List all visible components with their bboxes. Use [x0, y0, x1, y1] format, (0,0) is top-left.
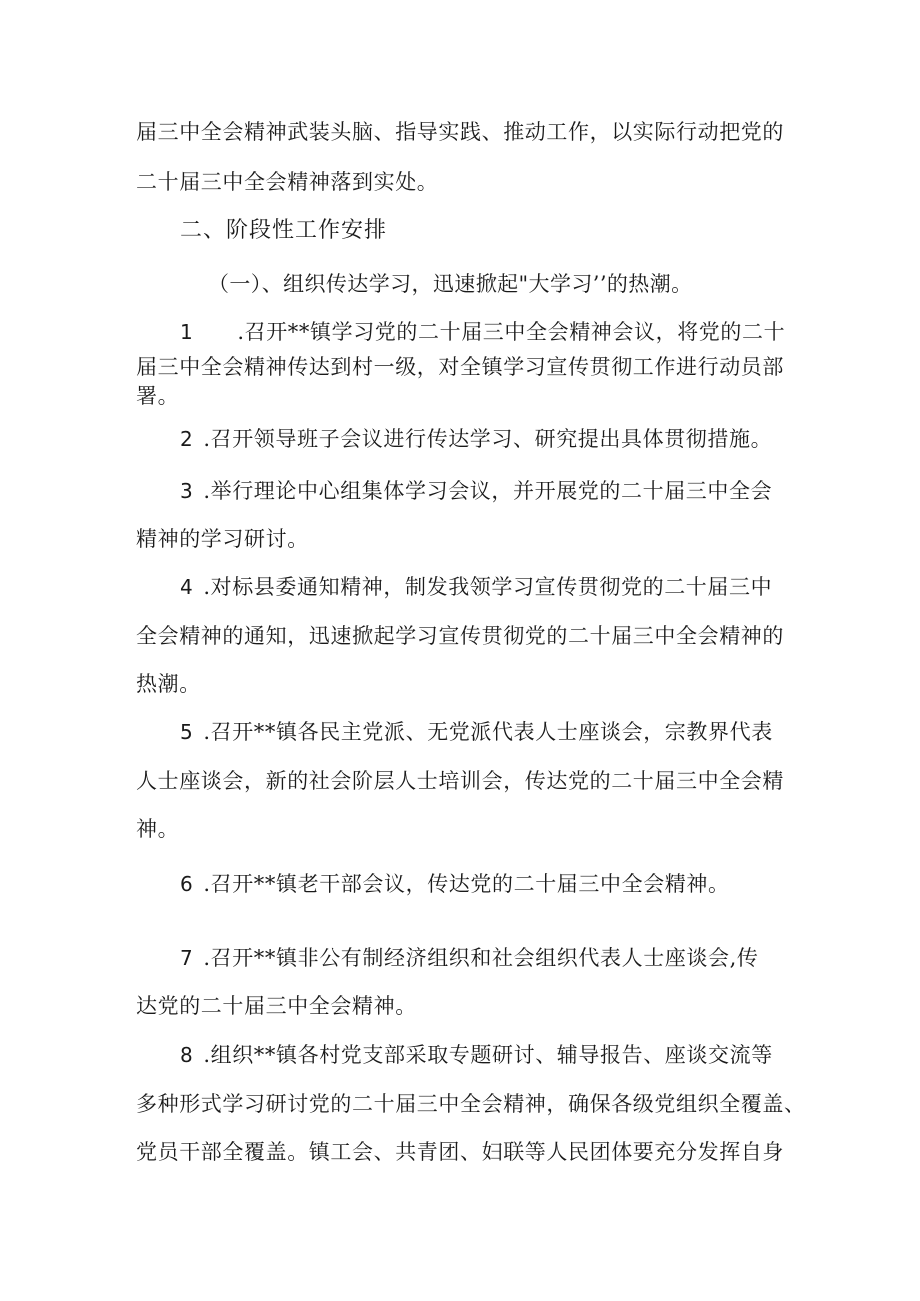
item-4-line-1 — [180, 573, 772, 601]
item-4-number: 4 — [180, 575, 194, 599]
item-5-line-1 — [180, 718, 773, 746]
item-2-line-1 — [180, 425, 772, 453]
item-5-line-3: 神。 — [136, 817, 180, 841]
item-5-text: .召开**镇各民主党派、无党派代表人士座谈会，宗教界代表 — [203, 720, 773, 744]
item-3-number: 3 — [180, 479, 194, 503]
item-1-line-3: 署。 — [136, 384, 180, 408]
item-7-line-2: 达党的二十届三中全会精神。 — [136, 994, 417, 1018]
item-2-text: .召开领导班子会议进行传达学习、研究提出具体贯彻措施。 — [203, 427, 773, 451]
item-7-number: 7 — [180, 946, 194, 970]
item-1-number: 1 — [180, 320, 194, 344]
item-2-number: 2 — [180, 427, 194, 451]
item-8-text: .组织**镇各村党支部采取专题研讨、辅导报告、座谈交流等 — [203, 1043, 773, 1067]
item-8-line-3: 党员干部全覆盖。镇工会、共青团、妇联等人民团体要充分发挥自身 — [136, 1140, 784, 1164]
item-7-line-1 — [180, 944, 758, 972]
item-5-number: 5 — [180, 720, 194, 744]
item-6-text: .召开**镇老干部会议，传达党的二十届三中全会精神。 — [203, 872, 730, 896]
intro-line-1: 届三中全会精神武装头脑、指导实践、推动工作，以实际行动把党的 — [136, 120, 784, 144]
item-5-line-2: 人士座谈会，新的社会阶层人士培训会，传达党的二十届三中全会精 — [136, 769, 784, 793]
item-1-line-2: 届三中全会精神传达到村一级，对全镇学习宣传贯彻工作进行动员部 — [136, 355, 784, 379]
item-4-line-3: 热潮。 — [136, 672, 201, 696]
item-7-text: .召开**镇非公有制经济组织和社会组织代表人士座谈会,传 — [203, 946, 759, 970]
item-6-line-1 — [180, 870, 730, 898]
subsection-heading: （一）、组织传达学习，迅速掀起"大学习’’的热潮。 — [208, 272, 693, 296]
item-3-text: .举行理论中心组集体学习会议，并开展党的二十届三中全会 — [203, 479, 773, 503]
intro-line-2: 二十届三中全会精神落到实处。 — [136, 170, 439, 194]
item-4-text: .对标县委通知精神，制发我领学习宣传贯彻党的二十届三中 — [203, 575, 773, 599]
section-heading: 二、阶段性工作安排 — [180, 218, 388, 243]
item-6-number: 6 — [180, 872, 194, 896]
item-1-text: .召开**镇学习党的二十届三中全会精神会议，将党的二十 — [237, 320, 786, 344]
item-1-line-1 — [180, 318, 785, 346]
item-8-line-1 — [180, 1041, 773, 1069]
item-4-line-2: 全会精神的通知，迅速掀起学习宣传贯彻党的二十届三中全会精神的 — [136, 624, 784, 648]
item-3-line-1 — [180, 477, 772, 505]
item-3-line-2: 精神的学习研讨。 — [136, 527, 309, 551]
item-8-number: 8 — [180, 1043, 194, 1067]
item-8-line-2: 多种形式学习研讨党的二十届三中全会精神，确保各级党组织全覆盖、 — [136, 1092, 806, 1116]
